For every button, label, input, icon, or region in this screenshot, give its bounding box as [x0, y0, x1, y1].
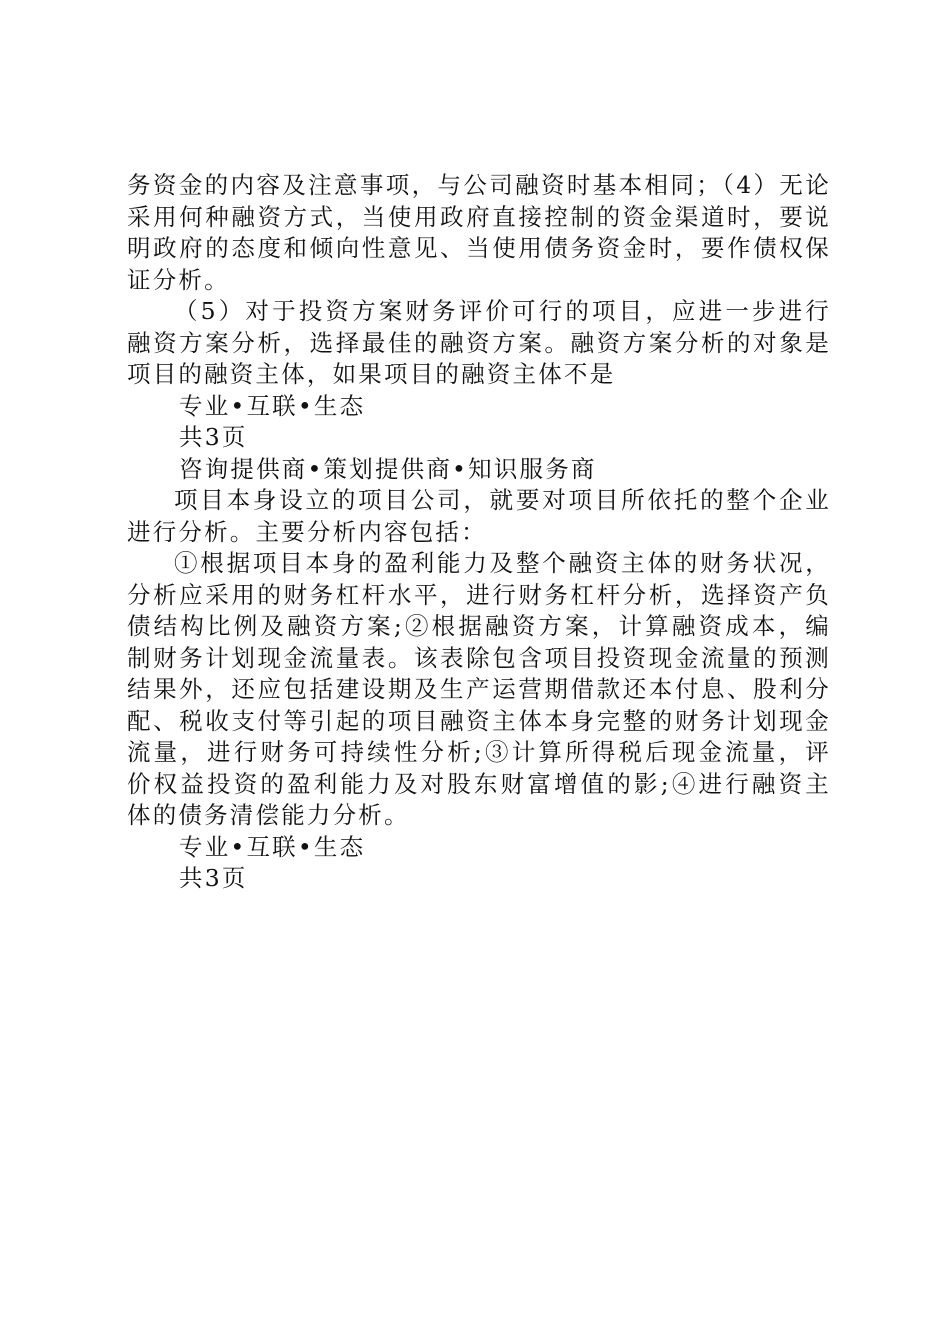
footer-slogan: 专业•互联•生态	[179, 391, 366, 420]
footer-page-count-2: 共3页	[179, 864, 248, 892]
paragraph-financing-plan: （5）对于投资方案财务评价可行的项目，应进一步进行融资方案分析，选择最佳的融资方案。融资方案分析的对象是项目的融资主体，如果项目的融资主体不是	[127, 297, 831, 388]
footer-roles: 咨询提供商•策划提供商•知识服务商	[179, 454, 597, 483]
document-body	[127, 170, 831, 895]
footer-page-count: 共3页	[179, 423, 248, 451]
footer-slogan-2: 专业•互联•生态	[179, 832, 366, 861]
paragraph-analysis-items: ①根据项目本身的盈利能力及整个融资主体的财务状况，分析应采用的财务杠杆水平，进行财务杠杆分析，选择资产负债结构比例及融资方案;②根据融资方案，计算融资成本，编制财务计划现金流量表。该表除包含项目投资现金流量的预测结果外，还应包括建设期及生产运营期借款还本付息、股利分配、税收支付等引起的项目融资主体本身完整的财务计划现金流量，进行财务可持续性分析;③计算所得税后现金流量，评价权益投资的盈利能力及对股东财富增值的影;④进行融资主体的债务清偿能力分析。	[127, 549, 831, 829]
paragraph-project-company: 项目本身设立的项目公司，就要对项目所依托的整个企业进行分析。主要分析内容包括：	[127, 486, 831, 546]
paragraph-continuation: 务资金的内容及注意事项，与公司融资时基本相同；（4）无论采用何种融资方式，当使用政府直接控制的资金渠道时，要说明政府的态度和倾向性意见、当使用债务资金时，要作债权保证分析。	[127, 171, 831, 294]
